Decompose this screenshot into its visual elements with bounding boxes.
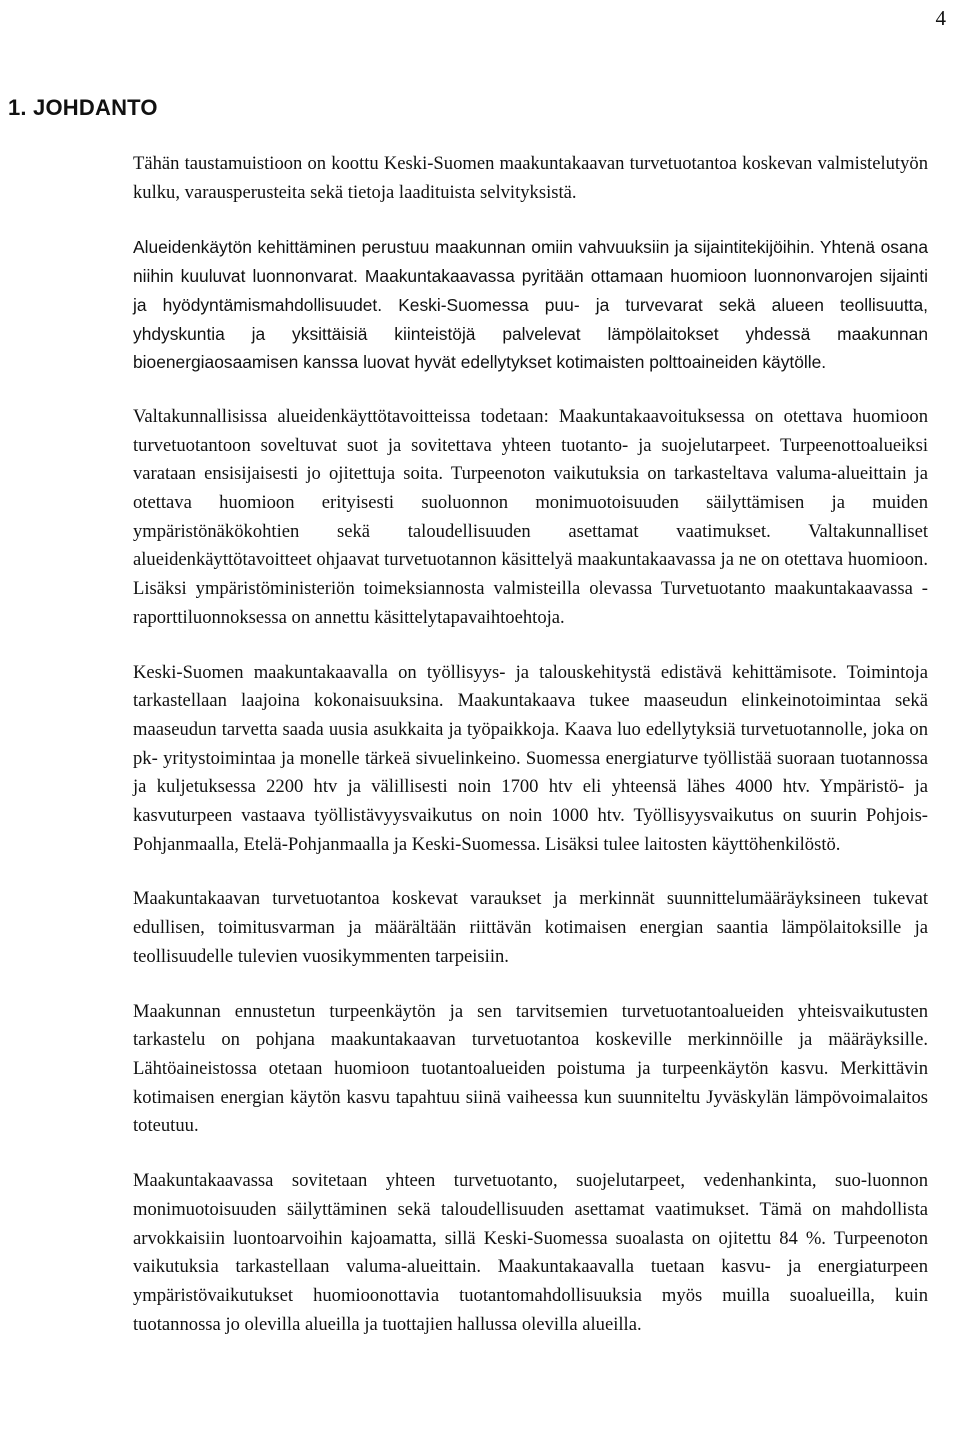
page-number: 4 <box>935 6 946 30</box>
paragraph-forecast: Maakunnan ennustetun turpeenkäytön ja sen tarvitsemien turvetuotantoalueiden yhteisvaikutusten tarkastelu on pohjana maakuntakaavan turvetuotantoa koskeville merkinnöille ja määräyksille. Lähtöaineistossa otetaan huomioon tuotantoalueiden poistuma ja turpeenkäytön kasvu. Merkittävin kotimaisen energian käytön kasvu tapahtuu siinä vaiheessa kun suunniteltu Jyväskylän lämpövoimalaitos toteutuu. <box>133 1000 928 1137</box>
body-text <box>133 150 928 1365</box>
paragraph-reservations: Maakuntakaavan turvetuotantoa koskevat varaukset ja merkinnät suunnittelumääräyksineen tukevat edullisen, toimitusvarman ja määrältään riittävän kotimaisen energian saantia lämpölaitoksille ja teollisuudelle tulevien vuosikymmenten tarpeisiin. <box>133 888 928 967</box>
paragraph-reconciliation: Maakuntakaavassa sovitetaan yhteen turvetuotanto, suojelutarpeet, vedenhankinta, suo-luonnon monimuotoisuuden säilyttäminen sekä taloudellisuuden asettamat vaatimukset. Tämä on mahdollista arvokkaisiin luontoarvoihin kajoamatta, sillä Keski-Suomessa suoalasta on ojitettu 84 %. Turpeenoton vaikutuksia tarkastellaan valuma-alueittain. Maakuntakaavalla tuetaan kasvu- ja energiaturpeen ympäristövaikutukset huomioonottavia tuotantomahdollisuuksia myös muilla suoalueilla, kuin tuotannossa jo olevilla alueilla ja tuottajien hallussa olevilla alueilla. <box>133 1170 928 1335</box>
section-heading: 1. JOHDANTO <box>8 95 158 120</box>
paragraph-national-goals: Valtakunnallisissa alueidenkäyttötavoitteissa todetaan: Maakuntakaavoituksessa on otettava huomioon turvetuotantoon soveltuvat suot ja sovitettava yhteen tuotanto- ja suojelutarpeet. Turpeenottoalueiksi varataan ensisijaisesti jo ojitettuja soita. Turpeenoton vaikutuksia on tarkasteltava valuma-alueittain ja otettava huomioon erityisesti suoluonnon monimuotoisuuden säilyttämisen ja muiden ympäristönäkökohtien sekä taloudellisuuden asettamat vaatimukset. Valtakunnalliset alueidenkäyttötavoitteet ohjaavat turvetuotannon käsittelyä maakuntakaavassa ja ne on otettava huomioon. Lisäksi ympäristöministeriön toimeksiannosta valmisteilla olevassa Turvetuotanto maakuntakaavassa -raporttiluonnoksessa on annettu käsittelytapavaihtoehtoja. <box>133 405 928 628</box>
paragraph-intro: Tähän taustamuistioon on koottu Keski-Suomen maakuntakaavan turvetuotantoa koskevan valmistelutyön kulku, varausperusteita sekä tietoja laadituista selvityksistä. <box>133 153 928 203</box>
paragraph-resources: Alueidenkäytön kehittäminen perustuu maakunnan omiin vahvuuksiin ja sijaintitekijöihin. Yhtenä osana niihin kuuluvat luonnonvarat. Maakuntakaavassa pyritään ottamaan huomioon luonnonvarojen sijainti ja hyödyntämismahdollisuudet. Keski-Suomessa puu- ja turvevarat sekä alueen teollisuutta, yhdyskuntia ja yksittäisiä kiinteistöjä palvelevat lämpölaitokset yhdessä maakunnan bioenergiaosaamisen kanssa luovat hyvät edellytykset kotimaisten polttoaineiden käytölle. <box>133 237 928 373</box>
paragraph-employment: Keski-Suomen maakuntakaavalla on työllisyys- ja talouskehitystä edistävä kehittämisote. Toimintoja tarkastellaan laajoina kokonaisuuksina. Maakuntakaava tukee maaseudun elinkeinotoimintaa sekä maaseudun tarvetta saada uusia asukkaita ja työpaikkoja. Kaava luo edellytyksiä turvetuotannolle, joka on pk- yritystoimintaa ja monelle tärkeä sivuelinkeino. Suomessa energiaturve työllistää suoraan tuotannossa ja kuljetuksessa 2200 htv ja välillisesti noin 1700 htv eli yhteensä lähes 4000 htv. Ympäristö- ja kasvuturpeen vastaava työllistävyysvaikutus on noin 1000 htv. Työllisyysvaikutus on suurin Pohjois-Pohjanmaalla, Etelä-Pohjanmaalla ja Keski-Suomessa. Lisäksi tulee laitosten käyttöhenkilöstö. <box>133 661 928 855</box>
